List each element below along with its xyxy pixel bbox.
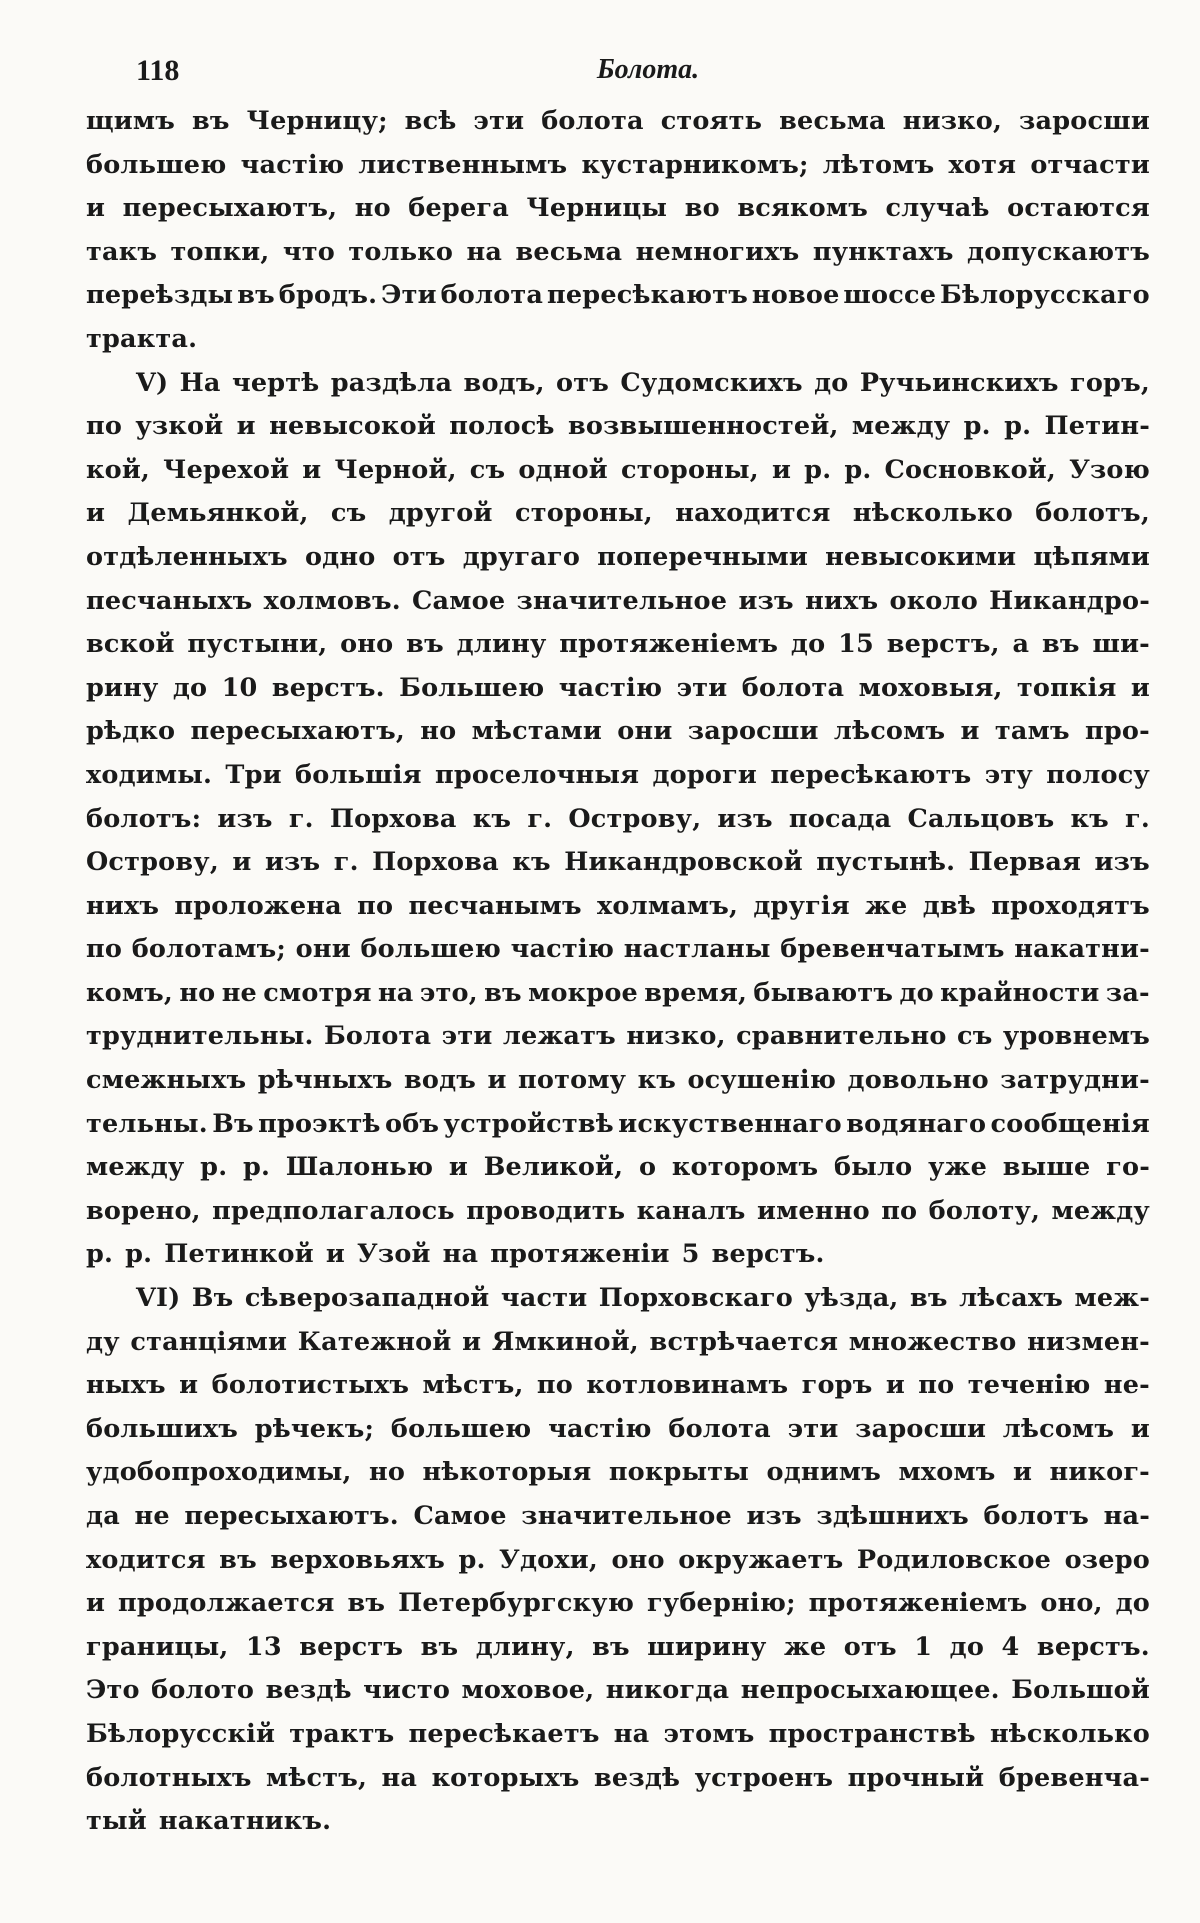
text-line: границы, 13 верстъ въ длину, въ ширину же отъ 1 до 4 верстъ.: [86, 1631, 1150, 1662]
text-line: болотъ: изъ г. Порхова къ г. Острову, изъ посада Сальцовъ къ г.: [86, 803, 1150, 834]
body-text: [86, 100, 1150, 1844]
text-line: Бѣлорусскій трактъ пересѣкаетъ на этомъ пространствѣ нѣсколько: [86, 1718, 1150, 1749]
text-line: ходится въ верховьяхъ р. Удохи, оно окружаетъ Родиловское озеро: [86, 1544, 1150, 1575]
text-line: комъ, но не смотря на это, въ мокрое время, бываютъ до крайности за-: [86, 977, 1150, 1008]
text-line: VI) Въ сѣверозападной части Порховскаго уѣзда, въ лѣсахъ меж-: [136, 1283, 1150, 1314]
text-line: смежныхъ рѣчныхъ водъ и потому къ осушенію довольно затрудни-: [86, 1065, 1150, 1096]
text-line: кой, Черехой и Черной, съ одной стороны, и р. р. Сосновкой, Узою: [86, 454, 1150, 485]
text-line: удобопроходимы, но нѣкоторыя покрыты однимъ мхомъ и никог-: [86, 1457, 1150, 1488]
text-line: ворено, предполагалось проводить каналъ именно по болоту, между: [86, 1195, 1150, 1226]
text-line: между р. р. Шалонью и Великой, о которомъ было уже выше го-: [86, 1152, 1150, 1183]
text-line: по узкой и невысокой полосѣ возвышенностей, между р. р. Петин-: [86, 411, 1150, 442]
text-line: рѣдко пересыхаютъ, но мѣстами они заросши лѣсомъ и тамъ про-: [86, 716, 1150, 747]
text-line: и пересыхаютъ, но берега Черницы во всякомъ случаѣ остаются: [86, 193, 1150, 224]
text-line: переѣзды въ бродъ. Эти болота пересѣкаютъ новое шоссе Бѣлорусскаго: [86, 280, 1150, 311]
text-line: тракта.: [86, 323, 198, 354]
text-line: болотныхъ мѣстъ, на которыхъ вездѣ устроенъ прочный бревенча-: [86, 1762, 1150, 1793]
page-number: 118: [136, 54, 180, 87]
text-line: ходимы. Три большія проселочныя дороги пересѣкаютъ эту полосу: [86, 759, 1150, 790]
text-line: рину до 10 верстъ. Большею частію эти болота моховыя, топкія и: [86, 672, 1150, 703]
text-line: по болотамъ; они большею частію настланы бревенчатымъ накатни-: [86, 934, 1150, 965]
text-line: V) На чертѣ раздѣла водъ, отъ Судомскихъ до Ручьинскихъ горъ,: [136, 367, 1150, 398]
page-header: [86, 48, 1150, 100]
text-line: большею частію лиственнымъ кустарникомъ; лѣтомъ хотя отчасти: [86, 149, 1150, 180]
text-line: нихъ проложена по песчанымъ холмамъ, другія же двѣ проходятъ: [86, 890, 1150, 921]
text-line: тый накатникъ.: [86, 1806, 332, 1837]
text-line: Это болото вездѣ чисто моховое, никогда непросыхающее. Большой: [86, 1675, 1150, 1706]
text-line: большихъ рѣчекъ; большею частію болота эти заросши лѣсомъ и: [86, 1413, 1150, 1444]
text-line: щимъ въ Черницу; всѣ эти болота стоять весьма низко, заросши: [86, 106, 1150, 136]
text-line: ныхъ и болотистыхъ мѣстъ, по котловинамъ горъ и по теченію не-: [86, 1370, 1150, 1401]
text-line: ду станціями Катежной и Ямкиной, встрѣчается множество низмен-: [86, 1326, 1150, 1357]
text-line: труднительны. Болота эти лежатъ низко, сравнительно съ уровнемъ: [86, 1021, 1150, 1052]
text-line: тельны. Въ проэктѣ объ устройствѣ искуственнаго водянаго сообщенія: [86, 1108, 1150, 1139]
text-line: Острову, и изъ г. Порхова къ Никандровской пустынѣ. Первая изъ: [86, 847, 1150, 878]
text-line: и продолжается въ Петербургскую губернію; протяженіемъ оно, до: [86, 1588, 1150, 1619]
text-line: р. р. Петинкой и Узой на протяженіи 5 верстъ.: [86, 1239, 825, 1270]
text-line: отдѣленныхъ одно отъ другаго поперечными невысокими цѣпями: [86, 541, 1150, 572]
text-line: вской пустыни, оно въ длину протяженіемъ до 15 верстъ, а въ ши-: [86, 629, 1150, 660]
text-line: такъ топки, что только на весьма немногихъ пунктахъ допускаютъ: [86, 236, 1150, 267]
text-line: и Демьянкой, съ другой стороны, находится нѣсколько болотъ,: [86, 498, 1150, 529]
running-head: Болота.: [596, 54, 700, 85]
text-line: песчаныхъ холмовъ. Самое значительное изъ нихъ около Никандро-: [86, 585, 1150, 616]
text-line: да не пересыхаютъ. Самое значительное изъ здѣшнихъ болотъ на-: [86, 1501, 1150, 1531]
